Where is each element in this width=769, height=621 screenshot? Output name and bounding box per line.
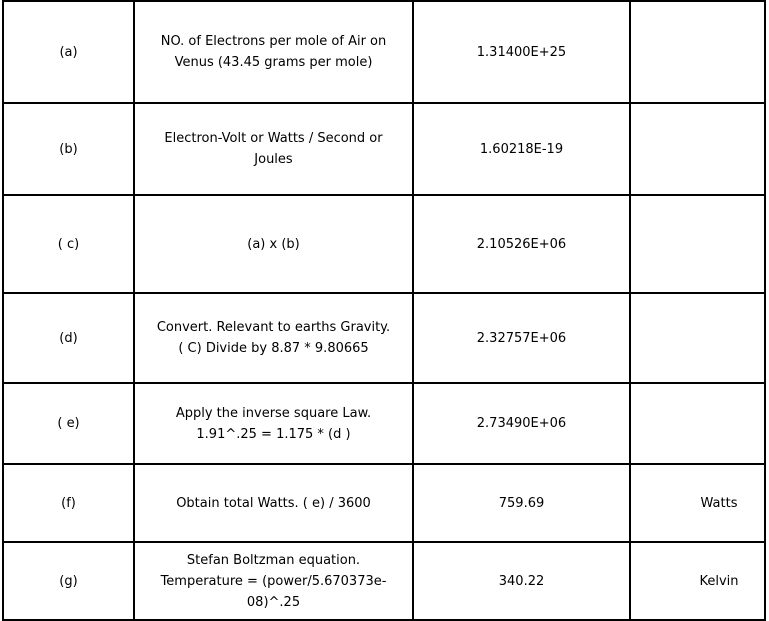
description-line: Convert. Relevant to earths Gravity. — [156, 320, 391, 335]
row-value: 2.10526E+06 — [413, 195, 630, 293]
table-row — [3, 1, 765, 103]
description-line: NO. of Electrons per mole of Air on — [160, 34, 387, 49]
description-line: Temperature = (power/5.670373e- — [160, 573, 387, 589]
row-unit — [630, 1, 765, 103]
row-label: (a) — [3, 1, 134, 103]
row-value: 1.31400E+25 — [413, 1, 630, 103]
unit-label: Watts — [700, 495, 738, 511]
row-unit — [630, 293, 765, 383]
table-row — [3, 293, 765, 383]
description-line: Stefan Boltzman equation. — [186, 552, 361, 568]
row-description — [134, 464, 413, 542]
row-unit — [630, 195, 765, 293]
row-label: (b) — [3, 103, 134, 195]
calculation-table — [2, 0, 766, 621]
description-line: (a) x (b) — [247, 236, 300, 252]
row-unit — [630, 103, 765, 195]
table-row — [3, 464, 765, 542]
description-line: 1.91^.25 = 1.175 * (d ) — [196, 426, 351, 442]
table-row — [3, 103, 765, 195]
row-label: ( c) — [3, 195, 134, 293]
row-unit — [630, 464, 765, 542]
row-unit — [630, 542, 765, 620]
row-label: (g) — [3, 542, 134, 620]
table-row — [3, 383, 765, 464]
row-description — [134, 195, 413, 293]
table-row — [3, 542, 765, 620]
row-value: 2.32757E+06 — [413, 293, 630, 383]
unit-label: Kelvin — [699, 573, 739, 589]
table-row — [3, 195, 765, 293]
row-value: 1.60218E-19 — [413, 103, 630, 195]
row-value: 759.69 — [413, 464, 630, 542]
description-line: Obtain total Watts. ( e) / 3600 — [176, 495, 371, 511]
row-label: ( e) — [3, 383, 134, 464]
row-description — [134, 293, 413, 383]
row-description — [134, 542, 413, 620]
description-line: ( C) Divide by 8.87 * 9.80665 — [178, 341, 369, 356]
description-line: Venus (43.45 grams per mole) — [174, 55, 373, 70]
row-description — [134, 1, 413, 103]
description-line: 08)^.25 — [246, 594, 301, 610]
description-line: Apply the inverse square Law. — [175, 405, 372, 421]
row-value: 340.22 — [413, 542, 630, 620]
row-value: 2.73490E+06 — [413, 383, 630, 464]
row-description — [134, 103, 413, 195]
row-unit — [630, 383, 765, 464]
row-label: (d) — [3, 293, 134, 383]
description-line: Electron-Volt or Watts / Second or — [164, 131, 383, 146]
description-line: Joules — [254, 152, 293, 167]
row-label: (f) — [3, 464, 134, 542]
row-description — [134, 383, 413, 464]
